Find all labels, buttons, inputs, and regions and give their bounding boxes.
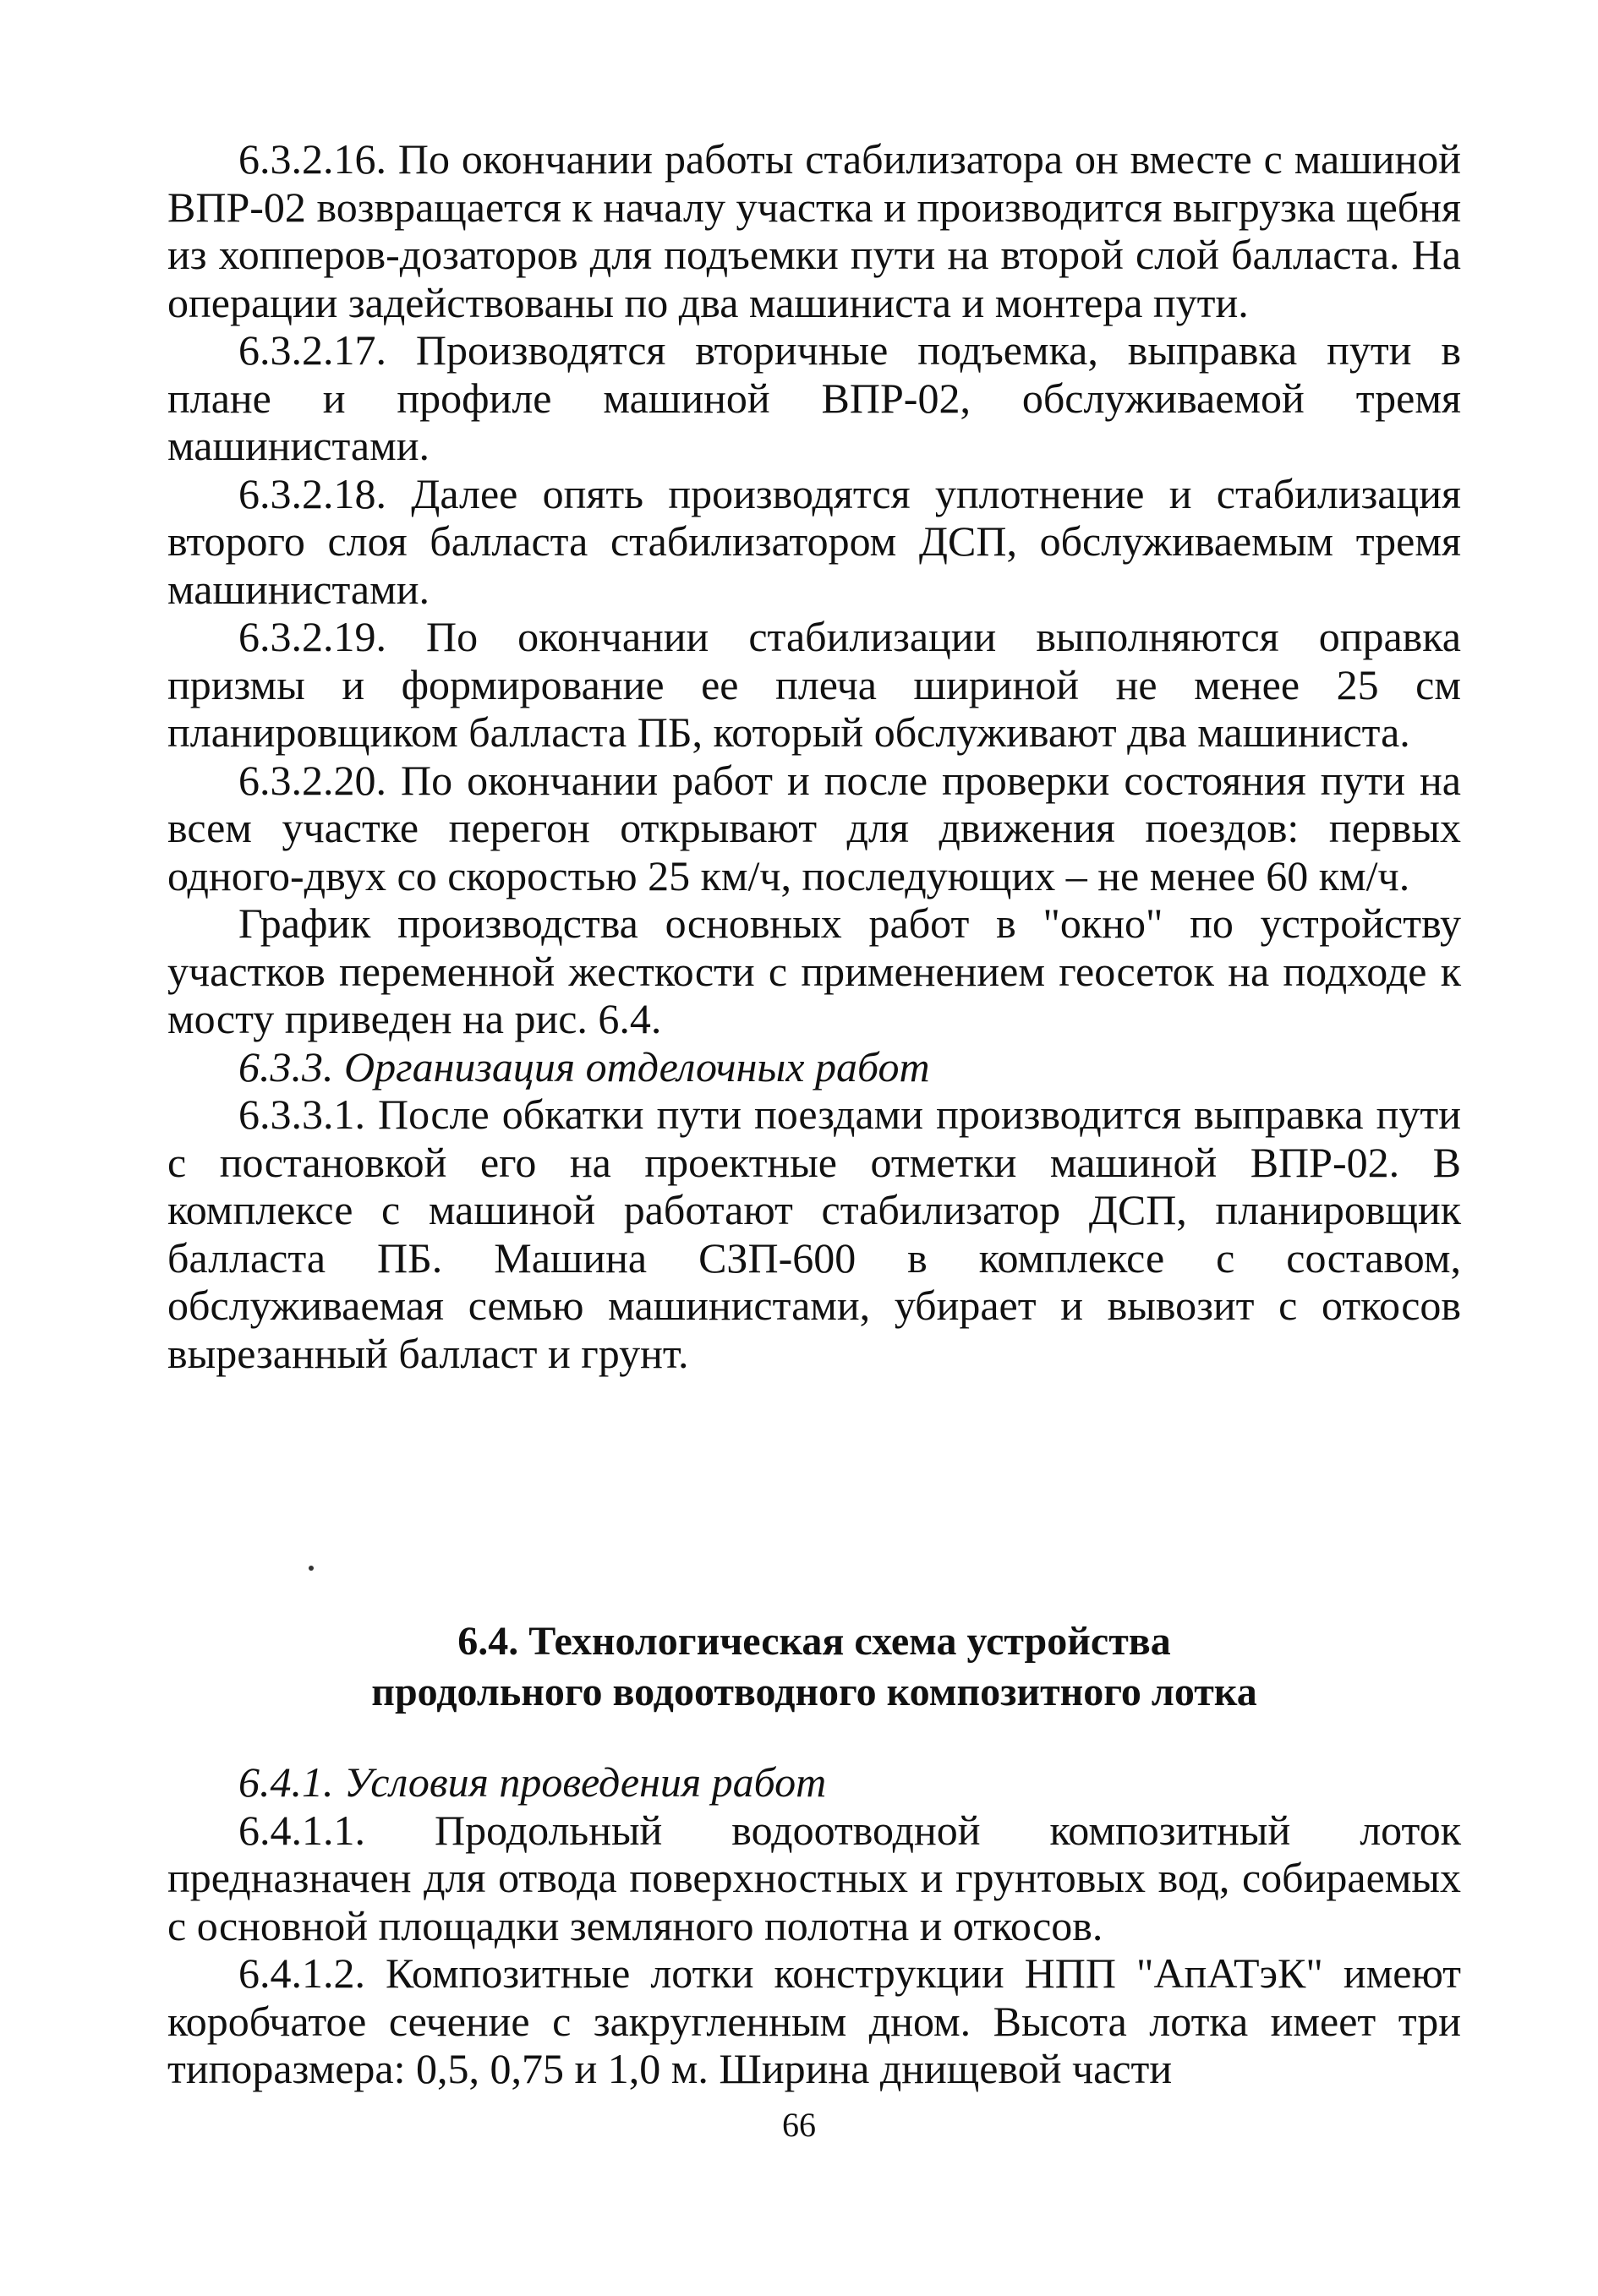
stray-dot-mark	[309, 1566, 314, 1571]
paragraph-schedule-reference: График производства основных работ в "окно" по устройству участков переменной жесткости с применением геосеток на подходе к мосту приведен на рис. 6.4.	[167, 899, 1461, 1042]
section-title-line-1: 6.4. Технологическая схема устройства	[457, 1619, 1171, 1664]
paragraph-6-3-2-20: 6.3.2.20. По окончании работ и после проверки состояния пути на всем участке перегон открывают для движения поездов: первых одного-двух со скоростью 25 км/ч, последующих – не менее 60 км/ч.	[167, 756, 1461, 899]
main-text-bottom	[167, 1758, 1461, 2093]
main-text-top	[167, 135, 1461, 1377]
subsection-heading-6-4-1: 6.4.1. Условия проведения работ	[238, 1758, 827, 1806]
paragraph-6-3-2-17: 6.3.2.17. Производятся вторичные подъемка, выправка пути в плане и профиле машиной ВПР-02, обслуживаемой тремя машинистами.	[167, 326, 1461, 469]
paragraph-6-3-2-19: 6.3.2.19. По окончании стабилизации выполняются оправка призмы и формирование ее плеча шириной не менее 25 см планировщиком балласта ПБ, который обслуживают два машиниста.	[167, 613, 1461, 756]
section-title-6-4	[167, 1616, 1461, 1718]
subsection-heading-6-3-3: 6.3.3. Организация отделочных работ	[238, 1042, 930, 1091]
paragraph-6-3-3-1: 6.3.3.1. После обкатки пути поездами производится выправка пути с постановкой его на проектные отметки машиной ВПР-02. В комплексе с машиной работают стабилизатор ДСП, планировщик балласта ПБ. Машина СЗП-600 в комплексе с составом, обслуживаемая семью машинистами, убирает и вывозит с откосов вырезанный балласт и грунт.	[167, 1091, 1461, 1377]
section-title-line-2: продольного водоотводного композитного лотка	[371, 1670, 1257, 1714]
paragraph-6-4-1-1: 6.4.1.1. Продольный водоотводной композитный лоток предназначен для отвода поверхностных и грунтовых вод, собираемых с основной площадки земляного полотна и откосов.	[167, 1806, 1461, 1949]
paragraph-6-3-2-16: 6.3.2.16. По окончании работы стабилизатора он вместе с машиной ВПР-02 возвращается к началу участка и производится выгрузка щебня из хопперов-дозаторов для подъемки пути на второй слой балласта. На операции задействованы по два машиниста и монтера пути.	[167, 135, 1461, 326]
paragraph-6-3-2-18: 6.3.2.18. Далее опять производятся уплотнение и стабилизация второго слоя балласта стабилизатором ДСП, обслуживаемым тремя машинистами.	[167, 469, 1461, 613]
paragraph-6-4-1-2: 6.4.1.2. Композитные лотки конструкции НПП "АпАТэК" имеют коробчатое сечение с закругленным дном. Высота лотка имеет три типоразмера: 0,5, 0,75 и 1,0 м. Ширина днищевой части	[167, 1949, 1461, 2092]
page-number: 66	[782, 2106, 816, 2144]
